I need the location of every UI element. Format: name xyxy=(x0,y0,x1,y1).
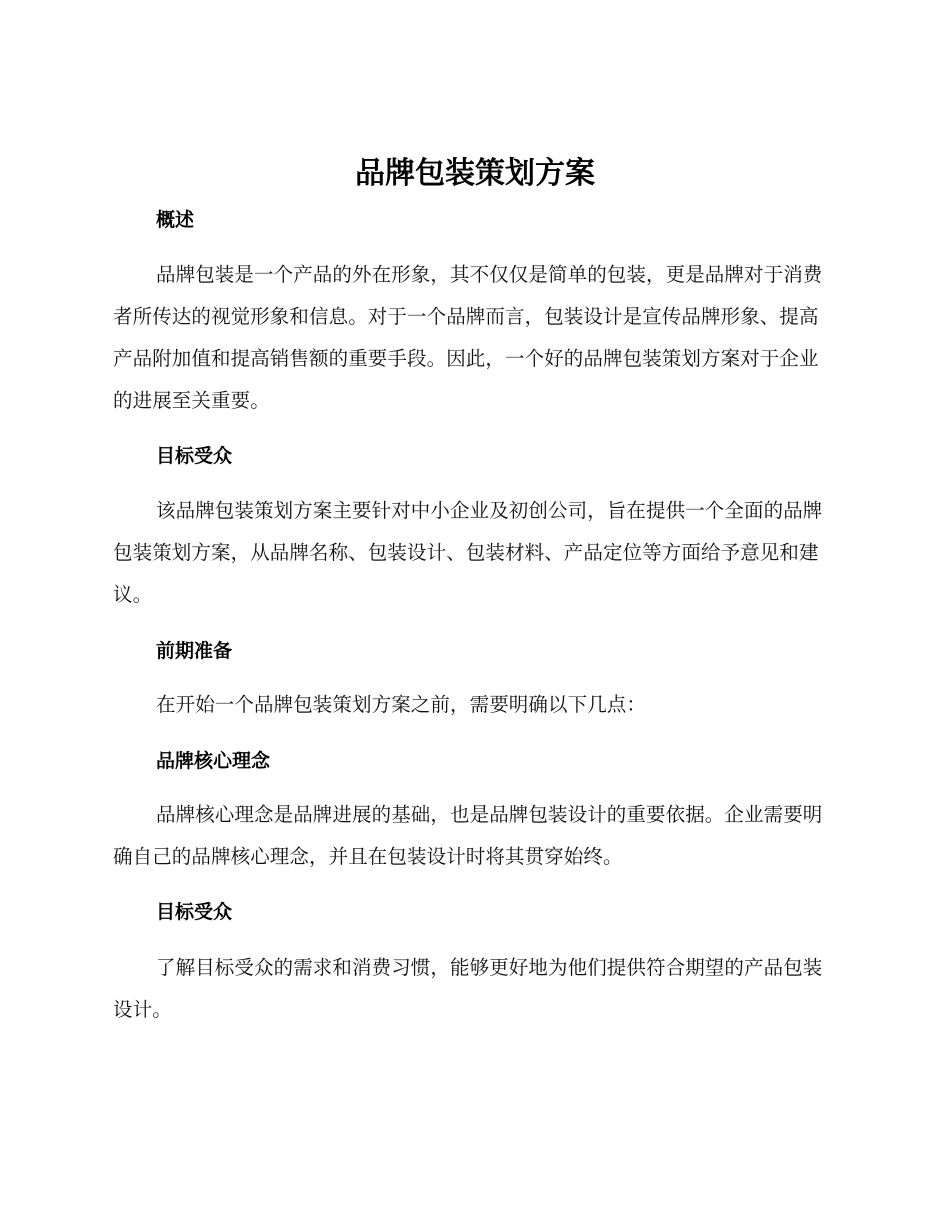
section-heading-overview: 概述 xyxy=(156,209,195,231)
document-title: 品牌包装策划方案 xyxy=(355,156,595,191)
section-heading-target-audience-2: 目标受众 xyxy=(156,901,233,923)
section-paragraph-preparation: 在开始一个品牌包装策划方案之前，需要明确以下几点： xyxy=(156,693,647,716)
section-paragraph-brand-core-concept: 品牌核心理念是品牌进展的基础，也是品牌包装设计的重要依据。企业需要明确自己的品牌核心理念，并且在包装设计时将其贯穿始终。 xyxy=(113,803,823,868)
section-paragraph-overview: 品牌包装是一个产品的外在形象，其不仅仅是简单的包装，更是品牌对于消费者所传达的视觉形象和信息。对于一个品牌而言，包装设计是宣传品牌形象、提高产品附加值和提高销售额的重要手段。因此，一个好的品牌包装策划方案对于企业的进展至关重要。 xyxy=(113,263,823,412)
section-heading-brand-core-concept: 品牌核心理念 xyxy=(156,750,271,772)
section-heading-target-audience: 目标受众 xyxy=(156,445,233,467)
section-heading-preparation: 前期准备 xyxy=(156,640,233,662)
section-paragraph-target-audience-2: 了解目标受众的需求和消费习惯，能够更好地为他们提供符合期望的产品包装设计。 xyxy=(113,956,823,1021)
section-paragraph-target-audience: 该品牌包装策划方案主要针对中小企业及初创公司，旨在提供一个全面的品牌包装策划方案，从品牌名称、包装设计、包装材料、产品定位等方面给予意见和建议。 xyxy=(113,499,823,606)
